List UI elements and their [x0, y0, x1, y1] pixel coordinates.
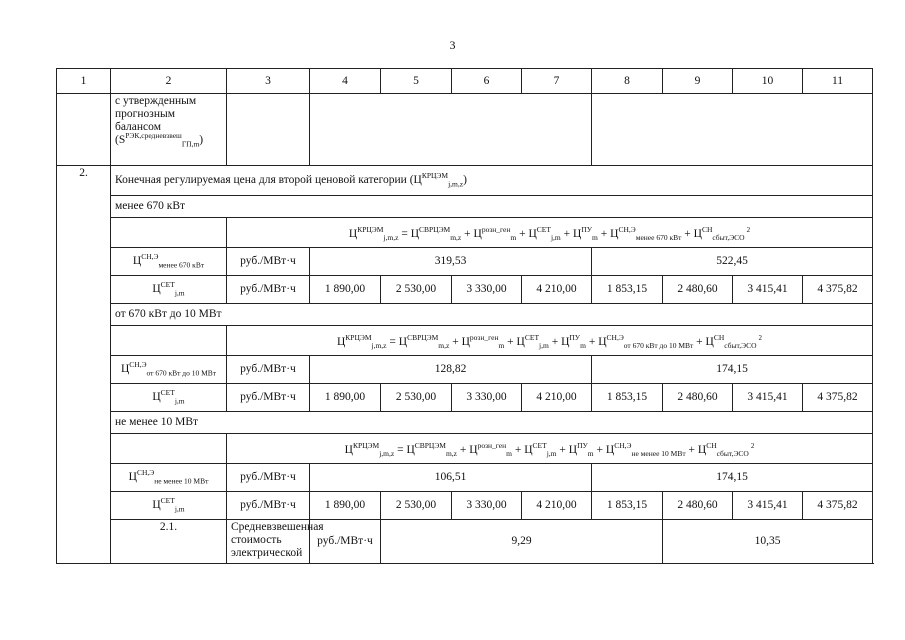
footnote-mark: 2 — [758, 334, 762, 343]
value-cell: 2 530,00 — [381, 492, 452, 520]
value-cell: 128,82 — [310, 356, 592, 384]
value-cell: 3 330,00 — [452, 492, 522, 520]
formula-row — [57, 218, 873, 248]
value-cell: 1 853,15 — [592, 492, 663, 520]
value-cell: 3 330,00 — [452, 276, 522, 304]
value-cell: 174,15 — [592, 356, 873, 384]
row-2-1-text: Средневзвешенная стоимость электрической — [227, 520, 310, 564]
value-cell: 2 530,00 — [381, 276, 452, 304]
group-label-row — [57, 412, 873, 434]
value-cell: 4 375,82 — [803, 276, 873, 304]
column-number-row — [57, 69, 873, 94]
page-number: 3 — [449, 38, 456, 52]
cn-symbol: $Ц^{СН,Э}_{менее 670 кВт}$ — [111, 248, 227, 276]
value-cell: 2 480,60 — [663, 492, 733, 520]
section-2-title: Конечная регулируемая цена для второй ценовой категории $(Ц^{КРЦЭМ}_{j,m,z})$ — [111, 166, 873, 196]
value-cell: 1 853,15 — [592, 276, 663, 304]
set-component-row — [57, 276, 873, 304]
balance-row — [57, 94, 873, 166]
header-cell: 9 — [663, 69, 733, 94]
group-label: не менее 10 МВт — [111, 412, 873, 434]
set-symbol: $Ц^{СЕТ}_{j,m}$ — [111, 492, 227, 520]
header-cell: 10 — [733, 69, 803, 94]
header-cell: 11 — [803, 69, 873, 94]
value-cell: 1 890,00 — [310, 384, 381, 412]
set-component-row — [57, 492, 873, 520]
unit-cell: руб./МВт·ч — [227, 356, 310, 384]
group-label-row — [57, 196, 873, 218]
group-label: менее 670 кВт — [111, 196, 873, 218]
price-formula: $Ц^{КРЦЭМ}_{j,m,z} = Ц^{СВРЦЭМ}_{m,z} + Ц^{розн\_ген}_m + Ц^{СЕТ}_{j,m} + Ц^{ПУ}_m + Ц^{СН,Э}_{от 670 кВт до 10 МВт} + Ц^{СН}_{сбыт,ЭСО}^2$ — [227, 326, 873, 356]
group-label: от 670 кВт до 10 МВт — [111, 304, 873, 326]
value-cell: 9,29 — [381, 520, 663, 564]
unit-cell: руб./МВт·ч — [227, 384, 310, 412]
empty-cell — [111, 434, 227, 464]
section-2-title-row — [57, 166, 873, 196]
value-cell: 106,51 — [310, 464, 592, 492]
header-cell: 6 — [452, 69, 522, 94]
formula-row — [57, 326, 873, 356]
value-cell: 522,45 — [592, 248, 873, 276]
value-cell: 4 210,00 — [522, 492, 592, 520]
cn-component-row — [57, 248, 873, 276]
value-cell: 3 330,00 — [452, 384, 522, 412]
row-number: 2.1. — [111, 520, 227, 564]
unit-cell: руб./МВт·ч — [310, 520, 381, 564]
row-2-1 — [57, 520, 873, 564]
value-cell: 3 415,41 — [733, 384, 803, 412]
value-cell: 319,53 — [310, 248, 592, 276]
value-cell: 2 480,60 — [663, 384, 733, 412]
cn-component-row — [57, 356, 873, 384]
cn-component-row — [57, 464, 873, 492]
value-cell: 4 210,00 — [522, 384, 592, 412]
set-component-row — [57, 384, 873, 412]
value-cell: 2 530,00 — [381, 384, 452, 412]
empty-cell — [111, 326, 227, 356]
empty-cell — [57, 94, 111, 166]
formula-row — [57, 434, 873, 464]
tariff-table — [56, 68, 873, 564]
footnote-mark: 2 — [750, 442, 755, 451]
unit-cell: руб./МВт·ч — [227, 464, 310, 492]
empty-cell — [111, 218, 227, 248]
set-symbol: $Ц^{СЕТ}_{j,m}$ — [111, 276, 227, 304]
balance-text-cell — [111, 94, 227, 166]
unit-cell: руб./МВт·ч — [227, 248, 310, 276]
set-symbol: $Ц^{СЕТ}_{j,m}$ — [111, 384, 227, 412]
header-cell: 7 — [522, 69, 592, 94]
value-cell: 1 853,15 — [592, 384, 663, 412]
price-formula: $Ц^{КРЦЭМ}_{j,m,z} = Ц^{СВРЦЭМ}_{m,z} + Ц^{розн\_ген}_m + Ц^{СЕТ}_{j,m} + Ц^{ПУ}_m + Ц^{СН,Э}_{не менее 10 МВт} + Ц^{СН}_{сбыт,ЭСО}^2$ — [227, 434, 873, 464]
cn-symbol: $Ц^{СН,Э}_{от 670 кВт до 10 МВт}$ — [111, 356, 227, 384]
cn-symbol: $Ц^{СН,Э}_{не менее 10 МВт}$ — [111, 464, 227, 492]
group-label-row — [57, 304, 873, 326]
value-cell: 2 480,60 — [663, 276, 733, 304]
table-body — [57, 69, 873, 564]
header-cell: 3 — [227, 69, 310, 94]
header-cell: 5 — [381, 69, 452, 94]
value-cell: 174,15 — [592, 464, 873, 492]
header-cell: 2 — [111, 69, 227, 94]
value-cell: 3 415,41 — [733, 276, 803, 304]
value-cell: 3 415,41 — [733, 492, 803, 520]
header-cell: 4 — [310, 69, 381, 94]
header-cell: 1 — [57, 69, 111, 94]
value-cell: 4 375,82 — [803, 492, 873, 520]
empty-cell — [310, 94, 592, 166]
value-cell: 10,35 — [663, 520, 873, 564]
unit-cell: руб./МВт·ч — [227, 276, 310, 304]
balance-text: с утвержденным прогнозным балансом — [115, 95, 197, 133]
empty-cell — [592, 94, 873, 166]
value-cell: 1 890,00 — [310, 276, 381, 304]
balance-symbol: $(S^{РЭК,средневзвеш}_{ГП,m})$ — [115, 131, 204, 149]
empty-cell — [227, 94, 310, 166]
value-cell: 4 375,82 — [803, 384, 873, 412]
price-formula: $Ц^{КРЦЭМ}_{j,m,z} = Ц^{СВРЦЭМ}_{m,z} + Ц^{розн\_ген}_m + Ц^{СЕТ}_{j,m} + Ц^{ПУ}_m + Ц^{СН,Э}_{менее 670 кВт} + Ц^{СН}_{сбыт,ЭСО}^2$ — [227, 218, 873, 248]
section-number: 2. — [57, 166, 111, 564]
value-cell: 4 210,00 — [522, 276, 592, 304]
footnote-mark: 2 — [746, 226, 751, 235]
header-cell: 8 — [592, 69, 663, 94]
unit-cell: руб./МВт·ч — [227, 492, 310, 520]
value-cell: 1 890,00 — [310, 492, 381, 520]
